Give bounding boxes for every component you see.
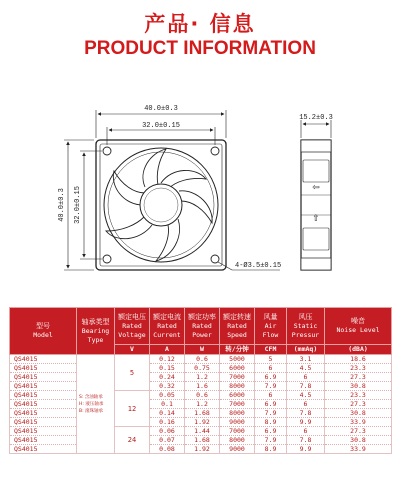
fan-front-view — [96, 140, 226, 270]
table-row: QS4015 0.24 1.2 7000 6.9 6 27.3 — [10, 373, 392, 382]
col-header-power: 额定功率 Rated Power — [185, 308, 220, 345]
table-row: QS4015 0.08 1.92 9000 8.9 9.9 33.9 — [10, 445, 392, 454]
rotation-arrow-icon: ⇧ — [312, 214, 320, 224]
table-row: QS4015 0.14 1.68 8000 7.9 7.8 30.8 — [10, 409, 392, 418]
unit-speed: 转/分钟 — [220, 345, 255, 355]
table-row: QS4015 0.16 1.92 9000 8.9 9.9 33.9 — [10, 418, 392, 427]
fan-dimension-drawing — [0, 95, 400, 300]
unit-airflow: CFM — [255, 345, 287, 355]
width-outer-label: 40.0±0.3 — [144, 105, 178, 113]
voltage-12v-cell: 12 — [115, 391, 150, 427]
fan-hub — [140, 184, 182, 226]
depth-label: 15.2±0.3 — [299, 114, 333, 122]
unit-current: A — [150, 345, 185, 355]
col-header-voltage: 额定电压 Rated Voltage — [115, 308, 150, 345]
unit-noise: (dBA) — [325, 345, 392, 355]
col-header-airflow: 风量 Air Flow — [255, 308, 287, 345]
bearing-type-cell: S: 含油轴承 H: 液压轴承 B: 滚珠轴承 — [77, 355, 115, 454]
table-row: QS4015 0.07 1.68 8000 7.9 7.8 30.8 — [10, 436, 392, 445]
col-header-noise: 噪音 Noise Level — [325, 308, 392, 345]
table-row: QS4015 S: 含油轴承 H: 液压轴承 B: 滚珠轴承 5 0.12 0.6 5000 5 3.1 18.6 — [10, 355, 392, 364]
hole-label: 4-Ø3.5±0.15 — [235, 262, 282, 270]
table-row: QS4015 0.1 1.2 7000 6.9 6 27.3 — [10, 400, 392, 409]
voltage-5v-cell: 5 — [115, 355, 150, 391]
col-header-bearing: 轴承类型 Bearing Type — [77, 308, 115, 355]
unit-pressure: (mmAq) — [287, 345, 325, 355]
page-title-cn: 产品· 信息 — [144, 12, 256, 36]
height-inner-label: 32.0±0.15 — [74, 186, 82, 224]
table-header-row — [10, 308, 392, 345]
mount-hole — [103, 147, 111, 155]
unit-power: W — [185, 345, 220, 355]
table-row: QS4015 24 0.06 1.44 7000 6.9 6 27.3 — [10, 427, 392, 436]
fan-side-view — [301, 140, 331, 270]
spec-table — [9, 307, 392, 454]
mount-hole — [211, 147, 219, 155]
table-row: QS4015 0.15 0.75 6000 6 4.5 23.3 — [10, 364, 392, 373]
col-header-current: 额定电流 Rated Current — [150, 308, 185, 345]
col-header-pressure: 风压 Static Pressur — [287, 308, 325, 345]
width-inner-label: 32.0±0.15 — [142, 122, 180, 130]
unit-voltage: V — [115, 345, 150, 355]
mount-hole — [103, 255, 111, 263]
table-row: QS4015 0.32 1.6 8000 7.9 7.8 30.8 — [10, 382, 392, 391]
col-header-model: 型号 Model — [10, 308, 77, 355]
table-row: QS4015 12 0.05 0.6 6000 6 4.5 23.3 — [10, 391, 392, 400]
height-outer-label: 40.0±0.3 — [58, 188, 66, 222]
mount-hole — [211, 255, 219, 263]
airflow-arrow-icon: ⇦ — [312, 183, 320, 193]
col-header-speed: 额定转速 Rated Speed — [220, 308, 255, 345]
page-title-en: PRODUCT INFORMATION — [84, 38, 316, 59]
depth-dimension — [301, 120, 331, 138]
voltage-24v-cell: 24 — [115, 427, 150, 454]
